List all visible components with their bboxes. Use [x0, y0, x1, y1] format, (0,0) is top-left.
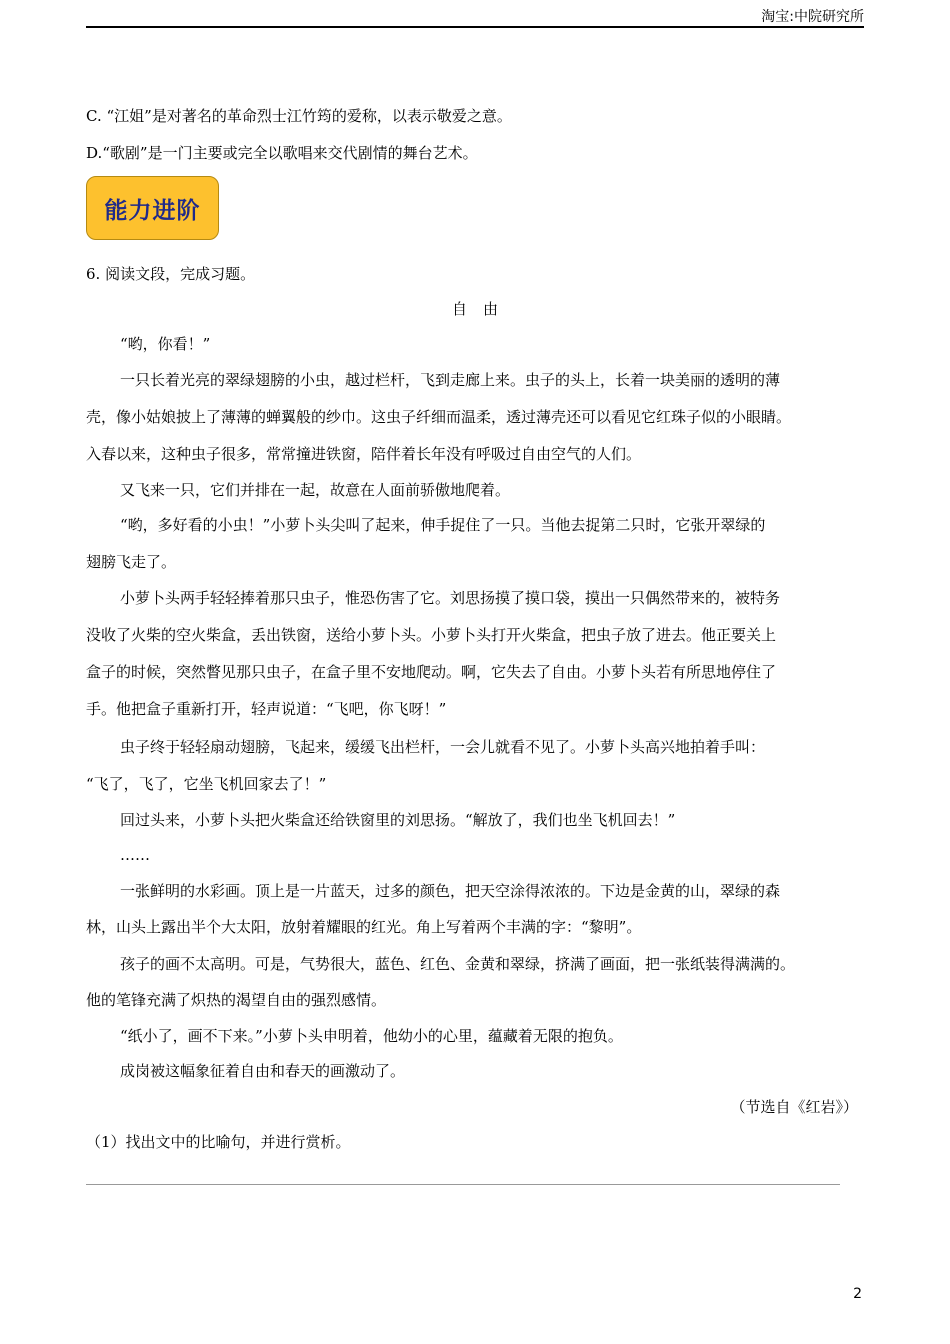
passage-line: 虫子终于轻轻扇动翅膀，飞起来，缓缓飞出栏杆，一会儿就看不见了。小萝卜头高兴地拍着手叫：	[120, 738, 766, 756]
passage-line: 回过头来，小萝卜头把火柴盒还给铁窗里的刘思扬。“解放了，我们也坐飞机回去！”	[120, 811, 676, 829]
passage-line: 成岗被这幅象征着自由和春天的画激动了。	[120, 1062, 406, 1080]
option-c: C. “江姐”是对著名的革命烈士江竹筠的爱称，以表示敬爱之意。	[86, 107, 512, 125]
passage-title: 自由	[451, 300, 514, 318]
passage-line: ……	[120, 846, 150, 864]
passage-line: 林，山头上露出半个大太阳，放射着耀眼的红光。角上写着两个丰满的字：“黎明”。	[86, 918, 642, 936]
passage-line: 壳，像小姑娘披上了薄薄的蝉翼般的纱巾。这虫子纤细而温柔，透过薄壳还可以看见它红珠子似的小眼睛。	[86, 408, 792, 426]
passage-line: “哟，你看！”	[120, 335, 211, 353]
passage-line: 孩子的画不太高明。可是，气势很大，蓝色、红色、金黄和翠绿，挤满了画面，把一张纸装得满满的。	[120, 955, 796, 973]
passage-line: 手。他把盒子重新打开，轻声说道：“飞吧，你飞呀！”	[86, 700, 447, 718]
passage-line: “飞了，飞了，它坐飞机回家去了！”	[86, 775, 327, 793]
passage-line: “哟，多好看的小虫！”小萝卜头尖叫了起来，伸手捉住了一只。当他去捉第二只时，它张开翠绿的	[120, 516, 766, 534]
sub-question-1: （1）找出文中的比喻句，并进行赏析。	[86, 1133, 351, 1151]
passage-line: 他的笔锋充满了炽热的渴望自由的强烈感情。	[86, 991, 387, 1009]
header-rule	[86, 26, 864, 28]
passage-line: 一张鲜明的水彩画。顶上是一片蓝天，过多的颜色，把天空涂得浓浓的。下边是金黄的山，翠绿的森	[120, 882, 781, 900]
ability-badge: 能力进阶	[86, 176, 219, 240]
passage-line: 翅膀飞走了。	[86, 553, 177, 571]
passage-line: “纸小了，画不下来。”小萝卜头申明着，他幼小的心里，蕴藏着无限的抱负。	[120, 1027, 623, 1045]
passage-line: 又飞来一只，它们并排在一起，故意在人面前骄傲地爬着。	[120, 481, 511, 499]
passage-line: 没收了火柴的空火柴盒，丢出铁窗，送给小萝卜头。小萝卜头打开火柴盒，把虫子放了进去。他正要关上	[86, 626, 777, 644]
passage-line: 小萝卜头两手轻轻捧着那只虫子，惟恐伤害了它。刘思扬摸了摸口袋，摸出一只偶然带来的，被特务	[120, 589, 781, 607]
option-d: D.“歌剧”是一门主要或完全以歌唱来交代剧情的舞台艺术。	[86, 144, 478, 162]
passage-source: （节选自《红岩》）	[730, 1098, 858, 1116]
header-source: 淘宝:中院研究所	[761, 9, 864, 25]
passage-line: 入春以来，这种虫子很多，常常撞进铁窗，陪伴着长年没有呼吸过自由空气的人们。	[86, 445, 642, 463]
passage-line: 一只长着光亮的翠绿翅膀的小虫，越过栏杆，飞到走廊上来。虫子的头上，长着一块美丽的透明的薄	[120, 371, 781, 389]
question-stem: 6. 阅读文段，完成习题。	[86, 265, 256, 283]
answer-line	[86, 1184, 840, 1185]
passage-line: 盒子的时候，突然瞥见那只虫子，在盒子里不安地爬动。啊，它失去了自由。小萝卜头若有所思地停住了	[86, 663, 777, 681]
page-number: 2	[853, 1286, 862, 1302]
